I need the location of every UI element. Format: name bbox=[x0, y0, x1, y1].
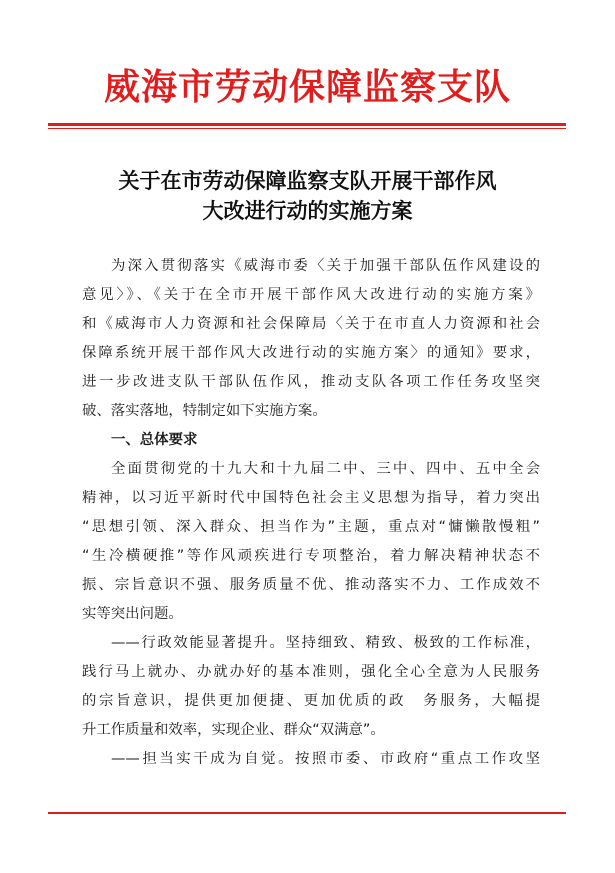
paragraph-2-line: 实等突出问题。 bbox=[82, 606, 183, 622]
masthead-red-rule-thin bbox=[48, 128, 566, 129]
paragraph-2-line: 振、宗旨意识不强、服务质量不优、推动落实不力、工作成效不 bbox=[82, 577, 540, 593]
paragraph-4-line: ——担当实干成为自觉。按照市委、市政府“重点工作攻坚 bbox=[111, 751, 540, 767]
paragraph-1-line: 和《威海市人力资源和社会保障局〈关于在市直人力资源和社会 bbox=[82, 316, 540, 332]
paragraph-2-line: 全面贯彻党的十九大和十九届二中、三中、四中、五中全会 bbox=[111, 461, 540, 477]
paragraph-1-line: 为深入贯彻落实《威海市委〈关于加强干部队伍作风建设的 bbox=[111, 258, 540, 274]
paragraph-2-line: “思想引领、深入群众、担当作为”主题，重点对“慵懒散慢粗” bbox=[82, 519, 540, 535]
paragraph-3-line: ——行政效能显著提升。坚持细致、精致、极致的工作标准， bbox=[111, 635, 540, 651]
paragraph-2-line: “生冷横硬推”等作风顽疾进行专项整治，着力解决精神状态不 bbox=[82, 548, 540, 564]
paragraph-3-line: 践行马上就办、办就办好的基本准则，强化全心全意为人民服务 bbox=[82, 664, 540, 680]
paragraph-1-line: 破、落实落地，特制定如下实施方案。 bbox=[82, 403, 327, 419]
masthead-org-name: 威海市劳动保障监察支队 bbox=[103, 66, 511, 108]
paragraph-1-line: 意见〉》、《关于在全市开展干部作风大改进行动的实施方案》 bbox=[82, 287, 540, 303]
document-title-line-2: 大改进行动的实施方案 bbox=[202, 198, 413, 223]
paragraph-3-line: 的宗旨意识，提供更加便捷、更加优质的政 务服务，大幅提 bbox=[82, 693, 540, 709]
section-heading-1: 一、总体要求 bbox=[111, 432, 198, 448]
document-title-line-1: 关于在市劳动保障监察支队开展干部作风 bbox=[118, 168, 497, 193]
document-body bbox=[82, 252, 540, 774]
paragraph-3-line: 升工作质量和效率，实现企业、群众“双满意”。 bbox=[82, 722, 385, 738]
masthead-red-rule-thick bbox=[48, 123, 566, 126]
paragraph-1-line: 保障系统开展干部作风大改进行动的实施方案〉的通知》要求， bbox=[82, 345, 540, 361]
paragraph-1-line: 进一步改进支队干部队伍作风，推动支队各项工作任务攻坚突 bbox=[82, 374, 540, 390]
document-title bbox=[40, 166, 575, 226]
footer-red-rule bbox=[48, 812, 566, 814]
paragraph-2-line: 精神，以习近平新时代中国特色社会主义思想为指导，着力突出 bbox=[82, 490, 540, 506]
